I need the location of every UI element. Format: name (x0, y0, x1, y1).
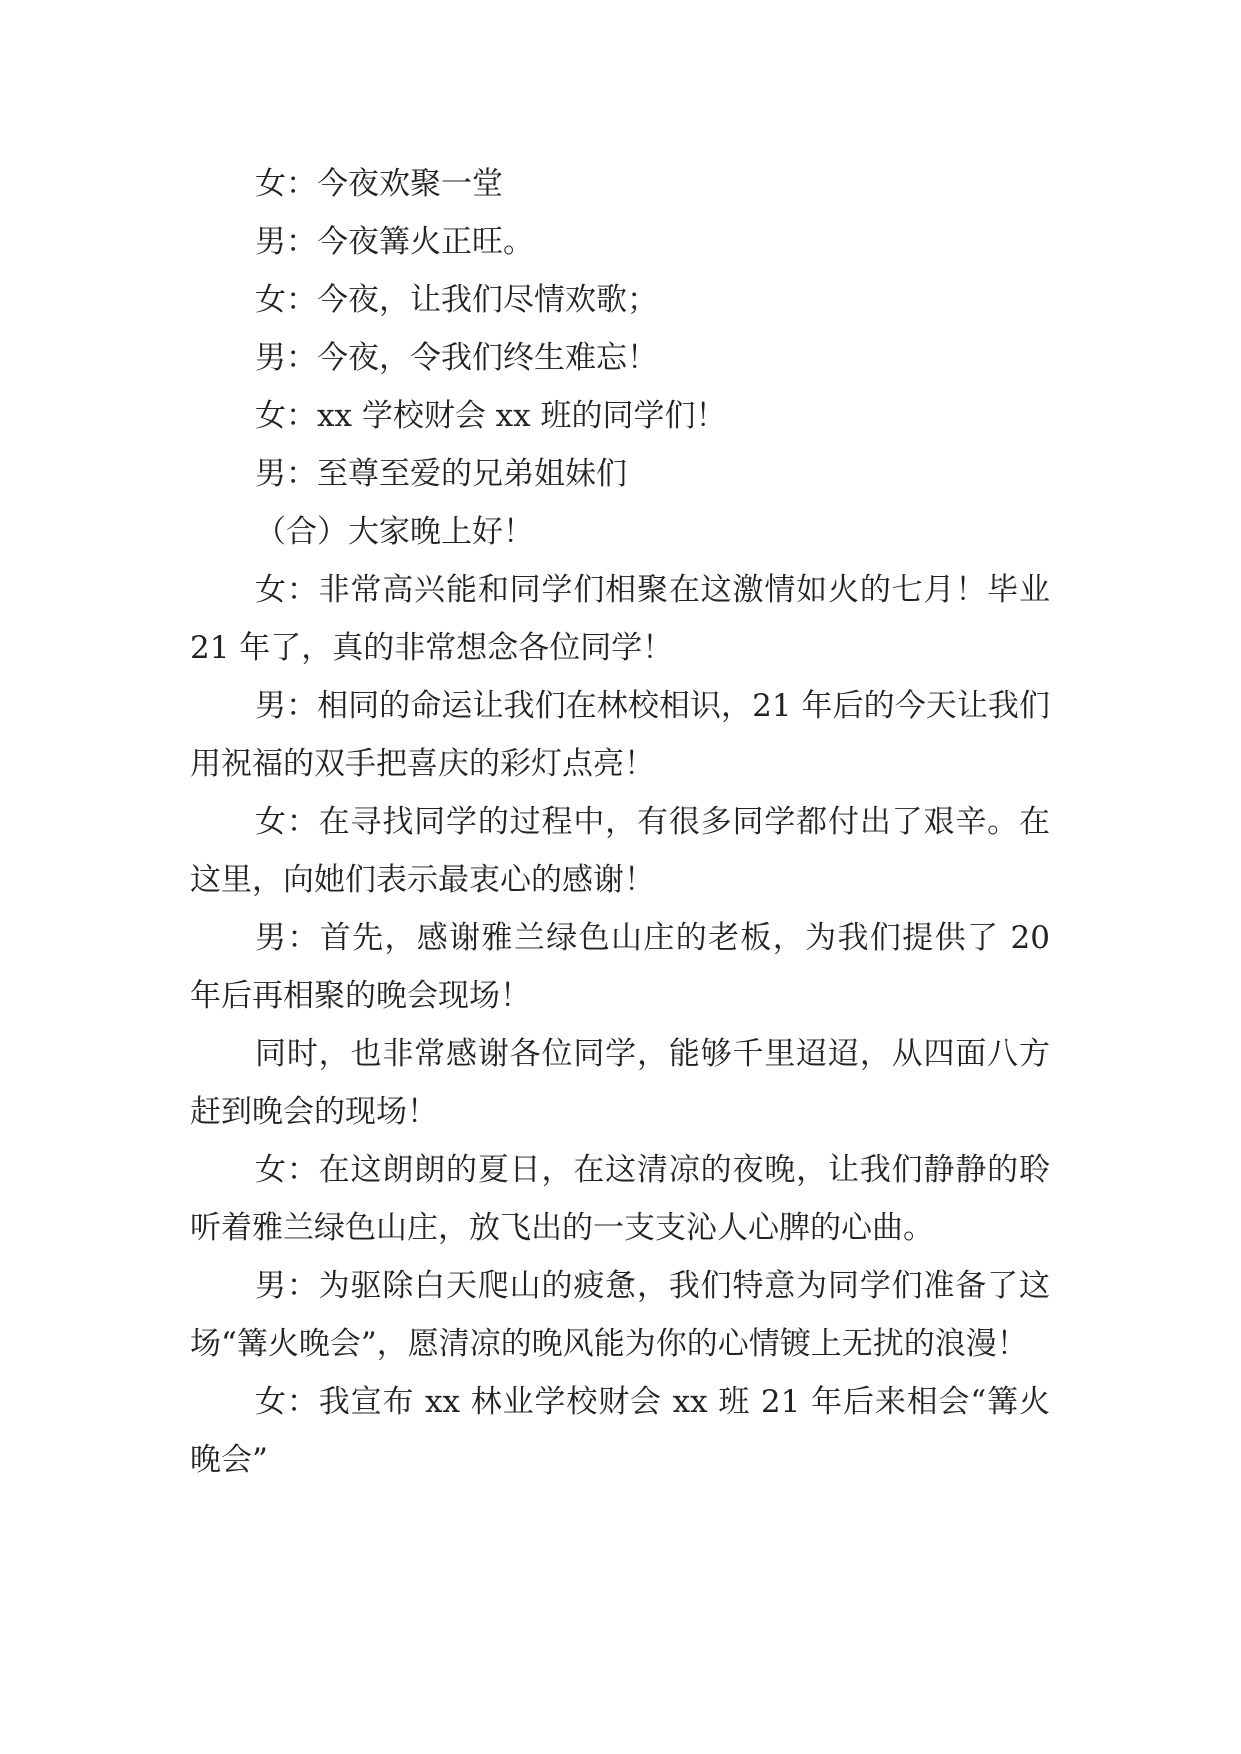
paragraph: 女：xx 学校财会 xx 班的同学们！ (255, 398, 727, 434)
paragraph: 男：至尊至爱的兄弟姐妹们 (255, 456, 627, 492)
paragraph: 女：非常高兴能和同学们相聚在这激情如火的七月！毕业 21 年了，真的非常想念各位同学！ (190, 572, 1050, 666)
paragraph: 同时，也非常感谢各位同学，能够千里迢迢，从四面八方赶到晚会的现场！ (190, 1036, 1050, 1130)
paragraph: 女：今夜，让我们尽情欢歌； (255, 282, 658, 318)
paragraph: 女：我宣布 xx 林业学校财会 xx 班 21 年后来相会“篝火晚会” (190, 1384, 1050, 1478)
paragraph: 女：今夜欢聚一堂 (255, 166, 503, 202)
paragraph: 女：在这朗朗的夏日，在这清凉的夜晚，让我们静静的聆听着雅兰绿色山庄，放飞出的一支支沁人心脾的心曲。 (190, 1152, 1050, 1246)
paragraph: 男：为驱除白天爬山的疲惫，我们特意为同学们准备了这场“篝火晚会”，愿清凉的晚风能为你的心情镀上无扰的浪漫！ (190, 1268, 1050, 1362)
paragraph: 女：在寻找同学的过程中，有很多同学都付出了艰辛。在这里，向她们表示最衷心的感谢！ (190, 804, 1050, 898)
paragraph: 男：今夜篝火正旺。 (255, 224, 534, 260)
document-body (190, 155, 1050, 1489)
paragraph: （合）大家晚上好！ (255, 514, 534, 550)
paragraph: 男：首先，感谢雅兰绿色山庄的老板，为我们提供了 20 年后再相聚的晚会现场！ (190, 920, 1050, 1014)
paragraph: 男：今夜，令我们终生难忘！ (255, 340, 658, 376)
paragraph: 男：相同的命运让我们在林校相识，21 年后的今天让我们用祝福的双手把喜庆的彩灯点亮！ (190, 688, 1050, 782)
